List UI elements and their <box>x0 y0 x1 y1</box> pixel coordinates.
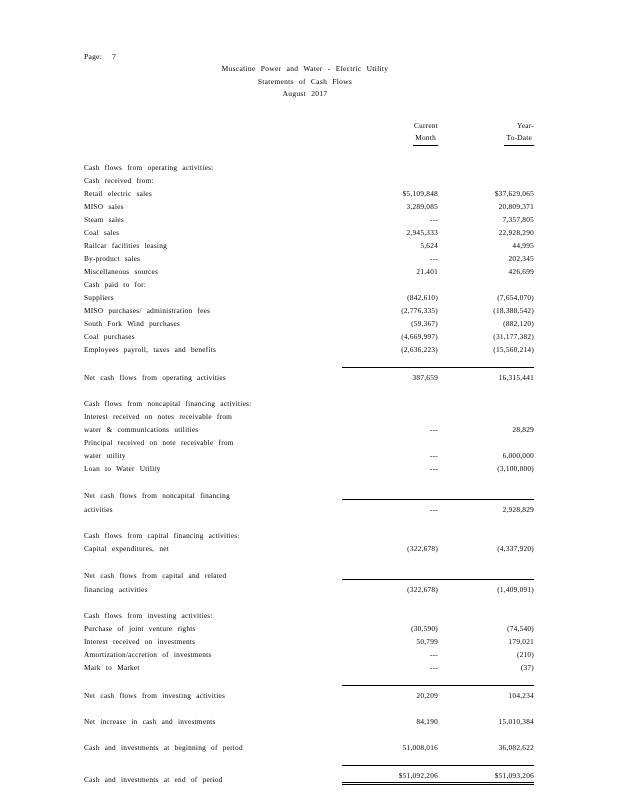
row-value-col2: 104,234 <box>438 686 534 701</box>
spacer-row <box>84 672 534 686</box>
row-value-col2 <box>438 566 534 580</box>
table-row <box>84 607 534 620</box>
row-value-col1: (4,669,997) <box>401 332 438 341</box>
row-value-col2: 22,928,290 <box>498 228 534 237</box>
row-value-col1: 20,209 <box>342 686 438 701</box>
row-value-col1: --- <box>342 500 438 515</box>
table-row <box>84 766 534 784</box>
row-label: Cash flows from capital financing activities: <box>84 531 240 540</box>
row-value-col1: $51,092,206 <box>342 766 438 784</box>
row-value-col2: (31,177,382) <box>493 332 534 341</box>
row-label: Capital expenditures, net <box>84 544 169 553</box>
row-value-col2: (3,100,000) <box>497 464 534 473</box>
table-row <box>84 172 534 185</box>
column-header-1 <box>342 120 438 146</box>
row-label: Cash paid to for: <box>84 280 147 289</box>
row-label: water utility <box>84 451 126 460</box>
row-value-col1: (59,367) <box>411 319 438 328</box>
row-value-col2 <box>438 486 534 500</box>
row-value-col2 <box>438 408 534 421</box>
row-label: Interest received on notes receivable from <box>84 412 233 421</box>
row-value-col1 <box>342 172 438 185</box>
table-row <box>84 237 534 250</box>
table-row <box>84 686 534 701</box>
table-row <box>84 341 534 354</box>
table-row <box>84 739 534 752</box>
table-header-row <box>84 120 534 146</box>
row-value-col1: --- <box>429 464 438 473</box>
row-value-col1: --- <box>429 215 438 224</box>
row-label: Net cash flows from capital and related <box>84 570 227 580</box>
row-value-col2: (4,337,920) <box>497 544 534 553</box>
row-value-col2: (7,654,070) <box>497 293 534 302</box>
table-row <box>84 633 534 646</box>
row-label: Mark to Market <box>84 663 140 672</box>
row-label: Net cash flows from noncapital financing <box>84 490 230 500</box>
row-label: By-product sales <box>84 254 141 263</box>
row-value-col1 <box>342 395 438 408</box>
title-line-1: Muscatine Power and Water - Electric Utility <box>221 64 389 73</box>
row-label: Net increase in cash and investments <box>84 717 216 726</box>
row-value-col1: (2,776,335) <box>401 306 438 315</box>
row-value-col2: 7,357,805 <box>502 215 534 224</box>
row-value-col1: (322,678) <box>342 580 438 595</box>
spacer-row <box>84 594 534 607</box>
row-value-col1: (2,636,223) <box>401 345 438 354</box>
table-row <box>84 486 534 500</box>
table-row <box>84 447 534 460</box>
table-row <box>84 527 534 540</box>
table-row <box>84 368 534 383</box>
table-row <box>84 540 534 553</box>
spacer-row <box>84 700 534 713</box>
row-value-col2 <box>438 276 534 289</box>
table-row <box>84 315 534 328</box>
row-value-col1: --- <box>429 451 438 460</box>
row-value-col1 <box>342 486 438 500</box>
spacer-row <box>84 514 534 527</box>
table-row <box>84 659 534 672</box>
row-value-col2: 2,928,829 <box>438 500 534 515</box>
row-label: Retail electric sales <box>84 189 152 198</box>
table-row <box>84 302 534 315</box>
table-row <box>84 395 534 408</box>
row-label: Cash flows from noncapital financing activities: <box>84 399 252 408</box>
column-header-2 <box>438 120 534 146</box>
row-label: financing activities <box>84 585 148 594</box>
row-value-col2: 179,021 <box>508 637 534 646</box>
row-value-col1 <box>342 434 438 447</box>
row-label: Principal received on note receivable from <box>84 438 234 447</box>
row-value-col2: 16,315,441 <box>438 368 534 383</box>
table-row <box>84 263 534 276</box>
table-row <box>84 580 534 595</box>
row-value-col2: (882,120) <box>503 319 534 328</box>
row-label: MISO purchases/ administration fees <box>84 306 211 315</box>
row-label: Cash received from: <box>84 176 154 185</box>
column-header-top: Year- <box>517 121 534 130</box>
title-line-2: Statements of Cash Flows <box>257 76 353 86</box>
title-line-3: August 2017 <box>282 89 328 98</box>
row-label: Cash flows from investing activities: <box>84 611 213 620</box>
row-label: South Fork Wind purchases <box>84 319 181 328</box>
row-value-col1: 50,799 <box>416 637 438 646</box>
row-value-col2: 426,699 <box>508 267 534 276</box>
row-value-col2: 6,000,000 <box>502 451 534 460</box>
row-value-col1: --- <box>429 663 438 672</box>
row-value-col2: $51,093,206 <box>438 766 534 784</box>
spacer-row <box>84 382 534 395</box>
row-value-col2 <box>438 607 534 620</box>
row-value-col1: 3,289,085 <box>406 202 438 211</box>
table-row <box>84 460 534 473</box>
row-label: Interest received on investments <box>84 637 196 646</box>
row-value-col1: 2,945,333 <box>406 228 438 237</box>
table-row <box>84 408 534 421</box>
table-row <box>84 646 534 659</box>
row-value-col1: 51,008,016 <box>402 743 438 752</box>
row-label: Cash and investments at beginning of period <box>84 743 243 752</box>
row-label: Cash flows from operating activities: <box>84 163 214 172</box>
row-label: Net cash flows from operating activities <box>84 373 226 382</box>
header-blank-cell <box>84 120 342 146</box>
spacer-row <box>84 553 534 566</box>
table-row <box>84 421 534 434</box>
row-value-col2 <box>438 159 534 172</box>
row-label: Loan to Water Utility <box>84 464 161 473</box>
spacer-row <box>84 726 534 739</box>
row-value-col1 <box>342 527 438 540</box>
table-row <box>84 620 534 633</box>
row-value-col1 <box>342 276 438 289</box>
row-value-col1: 21,401 <box>416 267 438 276</box>
row-label: Miscellaneous sources <box>84 267 159 276</box>
table-row <box>84 289 534 302</box>
row-value-col1: 387,659 <box>342 368 438 383</box>
column-header-bottom: To-Date <box>504 132 534 146</box>
table-row <box>84 566 534 580</box>
row-value-col2: 202,345 <box>508 254 534 263</box>
table-row <box>84 185 534 198</box>
row-label: Net cash flows from investing activities <box>84 691 226 700</box>
row-value-col2: 28,829 <box>512 425 534 434</box>
row-value-col1 <box>342 607 438 620</box>
row-label: Amortization/accretion of investments <box>84 650 212 659</box>
row-value-col2 <box>438 395 534 408</box>
row-label: Employees payroll, taxes and benefits <box>84 345 217 354</box>
row-value-col2: (74,540) <box>507 624 534 633</box>
row-value-col2: 15,010,384 <box>498 717 534 726</box>
page-number-label: Page: <box>84 52 103 61</box>
row-value-col2: (15,560,214) <box>493 345 534 354</box>
row-value-col2: 20,809,371 <box>498 202 534 211</box>
row-value-col1: (322,678) <box>407 544 438 553</box>
row-value-col2: (37) <box>520 663 534 672</box>
table-row <box>84 159 534 172</box>
table-row <box>84 500 534 515</box>
spacer-row <box>84 473 534 486</box>
row-label: Coal sales <box>84 228 120 237</box>
row-label: Steam sales <box>84 215 124 224</box>
row-value-col1: 84,190 <box>416 717 438 726</box>
spacer-row <box>84 354 534 368</box>
row-value-col1 <box>342 566 438 580</box>
row-value-col2: 36,082,622 <box>498 743 534 752</box>
table-row <box>84 198 534 211</box>
table-row <box>84 211 534 224</box>
row-label: MISO sales <box>84 202 124 211</box>
row-value-col1 <box>342 159 438 172</box>
row-value-col1: --- <box>429 425 438 434</box>
row-value-col1: (842,610) <box>407 293 438 302</box>
row-value-col1: --- <box>429 650 438 659</box>
row-value-col2: (210) <box>516 650 534 659</box>
row-value-col1: (30,590) <box>411 624 438 633</box>
row-value-col2 <box>438 527 534 540</box>
table-row <box>84 250 534 263</box>
row-label: Purchase of joint venture rights <box>84 624 196 633</box>
document-title <box>155 63 455 101</box>
table-row <box>84 328 534 341</box>
table-row <box>84 434 534 447</box>
row-value-col1: --- <box>429 254 438 263</box>
row-label: Suppliers <box>84 293 114 302</box>
row-label: activities <box>84 505 113 514</box>
table-row <box>84 713 534 726</box>
column-header-top: Current <box>413 121 438 130</box>
row-label: Cash and investments at end of period <box>84 774 223 784</box>
row-value-col1 <box>342 408 438 421</box>
row-value-col2 <box>438 172 534 185</box>
page-number <box>84 52 116 61</box>
page-number-value: 7 <box>112 52 117 61</box>
table-row <box>84 224 534 237</box>
spacer-row <box>84 752 534 766</box>
row-value-col1: $5,109,848 <box>402 189 438 198</box>
row-label: water & communications utilities <box>84 425 199 434</box>
row-value-col2: (18,388,542) <box>493 306 534 315</box>
row-value-col2: (1,409,091) <box>438 580 534 595</box>
row-label: Coal purchases <box>84 332 135 341</box>
row-value-col1: 5,624 <box>420 241 438 250</box>
row-value-col2: 44,995 <box>512 241 534 250</box>
table-row <box>84 276 534 289</box>
column-header-bottom: Month <box>413 132 438 146</box>
row-value-col2: $37,629,065 <box>494 189 534 198</box>
row-value-col2 <box>438 434 534 447</box>
row-label: Railcar facilities leasing <box>84 241 168 250</box>
spacer-row <box>84 146 534 159</box>
cash-flow-statement-table <box>84 120 534 785</box>
